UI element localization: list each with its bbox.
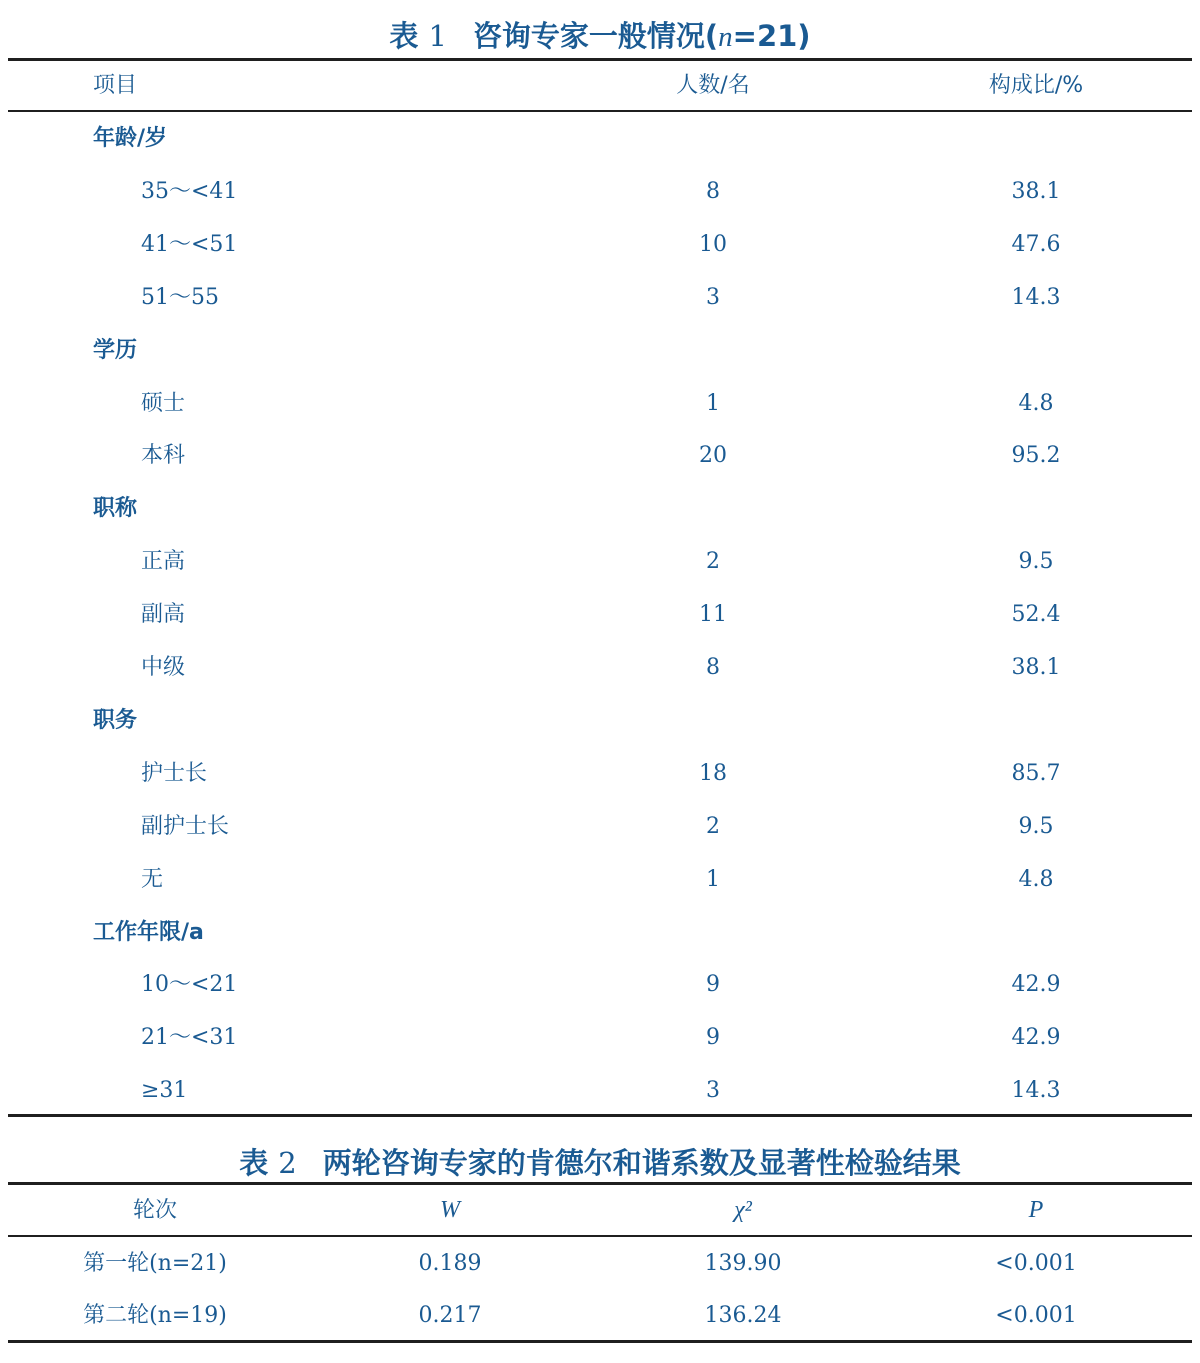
table-row — [0, 218, 1200, 271]
table2-title — [0, 1141, 1200, 1182]
table1-count-cell: 3 — [706, 284, 720, 310]
table1-item-label: 正高 — [141, 549, 186, 575]
table1-percent-cell: 4.8 — [1018, 390, 1054, 416]
table2-w-cell: 0.217 — [418, 1303, 482, 1328]
table1-category-label: 工作年限/a — [93, 919, 204, 945]
table1-percent-cell: 47.6 — [1011, 231, 1061, 257]
table-row — [0, 271, 1200, 324]
table1-item-label: 副高 — [141, 602, 186, 628]
table1-item-label: 中级 — [141, 655, 186, 680]
table1-count-cell: 8 — [706, 178, 720, 204]
table-row — [0, 800, 1200, 853]
table1-category-row — [0, 112, 1200, 165]
table1-title — [0, 14, 1200, 55]
table1-count-cell: 1 — [706, 866, 720, 892]
table1-title-main: 咨询专家一般情况( — [472, 19, 719, 53]
table-row — [0, 747, 1200, 800]
table2-title-prefix: 表 — [239, 1146, 269, 1180]
table1-item-label: 35～<41 — [141, 178, 238, 204]
table2-header-round: 轮次 — [132, 1198, 177, 1223]
table1-item-label: 硕士 — [141, 390, 186, 416]
table1-title-number: 1 — [428, 19, 447, 53]
table1-count-cell: 3 — [706, 1078, 720, 1104]
table-row — [0, 853, 1200, 906]
table1-item-label: 副护士长 — [141, 813, 230, 839]
table2-chi2-cell: 139.90 — [704, 1251, 782, 1276]
table2-p-cell: <0.001 — [995, 1303, 1077, 1328]
table1-item-label: 51～55 — [141, 284, 219, 310]
table1-percent-cell: 38.1 — [1011, 178, 1061, 204]
table-row — [0, 641, 1200, 694]
table1-bottom-rule — [8, 1114, 1192, 1117]
table2-header-chi2: χ² — [734, 1197, 752, 1223]
table2-p-cell: <0.001 — [995, 1251, 1077, 1276]
table1-item-label: 本科 — [141, 443, 186, 469]
table1-category-row — [0, 324, 1200, 377]
table1-item-label: ≥31 — [141, 1078, 188, 1104]
table1-count-cell: 20 — [699, 443, 727, 469]
table1-percent-cell: 95.2 — [1011, 443, 1061, 469]
table2-header-p: P — [1028, 1197, 1044, 1223]
table1-category-label: 职称 — [93, 496, 138, 522]
table-row — [0, 165, 1200, 218]
table2-title-main: 两轮咨询专家的肯德尔和谐系数及显著性检验结果 — [322, 1146, 961, 1180]
table1-header-item: 项目 — [93, 73, 138, 98]
table-row — [0, 1011, 1200, 1064]
table1-percent-cell: 4.8 — [1018, 866, 1054, 892]
table1-category-row — [0, 694, 1200, 747]
table1-title-tail: =21) — [732, 19, 811, 53]
table1-category-row — [0, 482, 1200, 535]
table1-category-row — [0, 906, 1200, 959]
table1-category-label: 职务 — [93, 707, 138, 733]
table-row — [0, 588, 1200, 641]
table1-count-cell: 9 — [706, 1025, 720, 1051]
table1-percent-cell: 14.3 — [1011, 284, 1061, 310]
table1-item-label: 21～<31 — [141, 1025, 238, 1051]
table2-header-row — [0, 1184, 1200, 1237]
table2-header-w: W — [440, 1197, 460, 1223]
table1-item-label: 10～<21 — [141, 972, 238, 998]
table2-w-cell: 0.189 — [418, 1251, 482, 1276]
table-row — [0, 1289, 1200, 1342]
table1-count-cell: 10 — [699, 231, 727, 257]
table2-round-cell: 第二轮(n=19) — [83, 1303, 227, 1328]
table1-percent-cell: 9.5 — [1018, 813, 1054, 839]
table1-item-label: 无 — [141, 866, 164, 892]
table2-chi2-cell: 136.24 — [704, 1303, 782, 1328]
table1-percent-cell: 14.3 — [1011, 1078, 1061, 1104]
table1-count-cell: 1 — [706, 390, 720, 416]
table-row — [0, 1064, 1200, 1117]
table1-count-cell: 8 — [706, 655, 720, 680]
table1-category-label: 学历 — [93, 337, 138, 363]
table-row — [0, 377, 1200, 430]
table1-percent-cell: 42.9 — [1011, 1025, 1061, 1051]
table1-percent-cell: 38.1 — [1011, 655, 1061, 680]
table-row — [0, 958, 1200, 1011]
table1-header-count: 人数/名 — [676, 73, 750, 98]
table1-count-cell: 18 — [699, 760, 727, 786]
table2-title-number: 2 — [278, 1146, 297, 1180]
table1-percent-cell: 85.7 — [1011, 760, 1061, 786]
table1-item-label: 41～<51 — [141, 231, 238, 257]
table1-count-cell: 2 — [706, 549, 720, 575]
table1-header-percent: 构成比/% — [988, 73, 1084, 98]
table-row — [0, 429, 1200, 482]
table-row — [0, 1237, 1200, 1290]
table2-round-cell: 第一轮(n=21) — [83, 1251, 227, 1276]
table1-percent-cell: 9.5 — [1018, 549, 1054, 575]
table1-item-label: 护士长 — [141, 760, 208, 786]
table1-count-cell: 2 — [706, 813, 720, 839]
table1-category-label: 年龄/岁 — [93, 126, 168, 151]
table1-count-cell: 11 — [699, 602, 727, 628]
table1-percent-cell: 42.9 — [1011, 972, 1061, 998]
table1-title-prefix: 表 — [389, 19, 419, 53]
table2-bottom-rule — [8, 1340, 1192, 1343]
table1-title-n: n — [718, 21, 733, 53]
table1-header-row — [0, 59, 1200, 112]
table1-percent-cell: 52.4 — [1011, 602, 1061, 628]
table1-count-cell: 9 — [706, 972, 720, 998]
table-row — [0, 535, 1200, 588]
